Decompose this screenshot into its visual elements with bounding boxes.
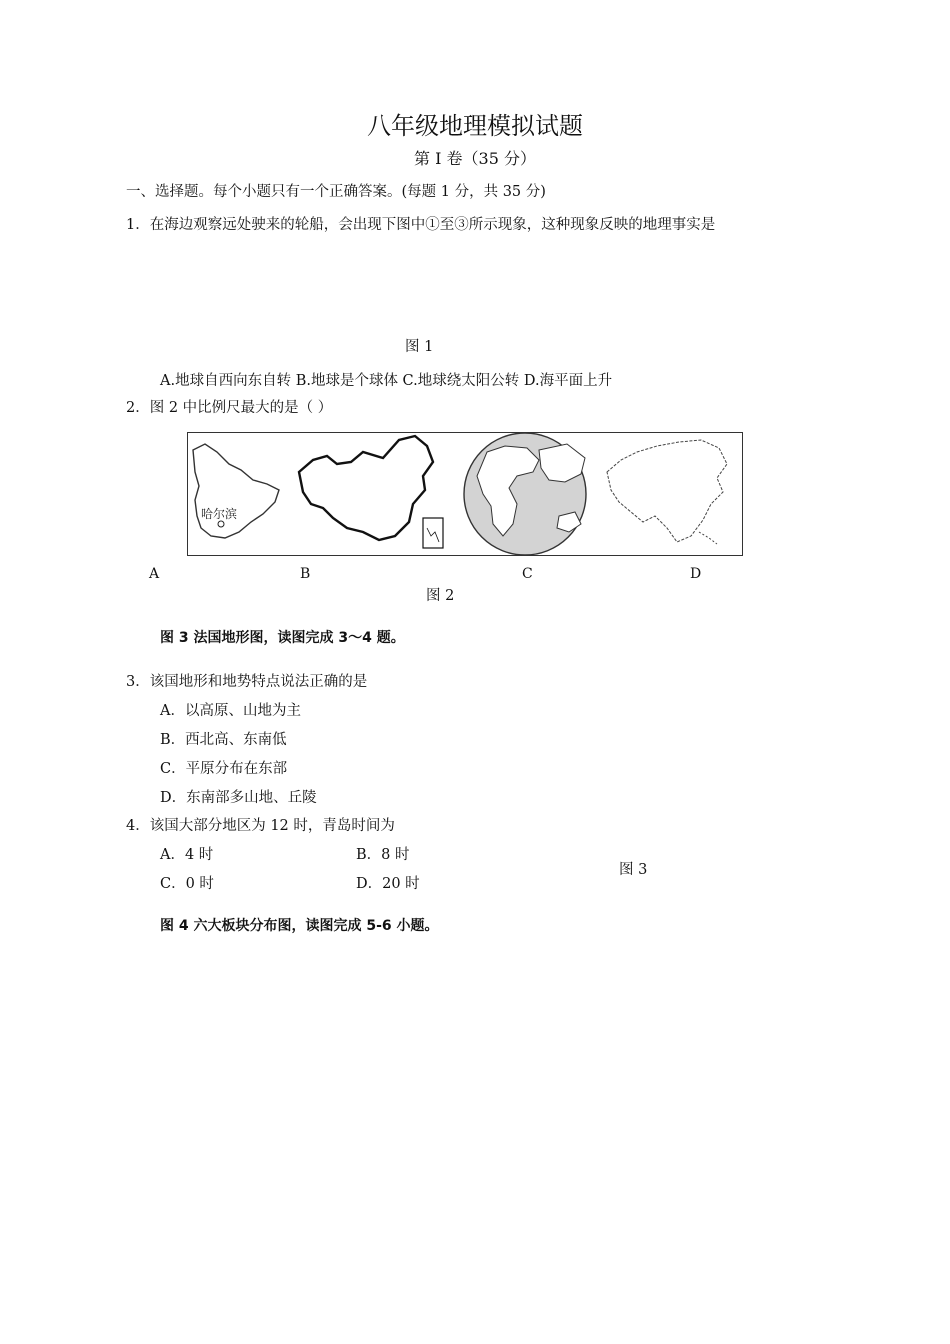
page-title: 八年级地理模拟试题 bbox=[367, 112, 583, 140]
figure-1-caption: 图 1 bbox=[405, 339, 434, 355]
question-2-stem: 2．图 2 中比例尺最大的是（ ） bbox=[126, 400, 333, 416]
map-label-b: B bbox=[300, 566, 311, 582]
page-subtitle: 第 I 卷（35 分） bbox=[414, 149, 536, 168]
question-4-stem: 4．该国大部分地区为 12 时，青岛时间为 bbox=[126, 818, 395, 834]
figure-2-maps bbox=[187, 432, 743, 556]
question-3-option-d: D．东南部多山地、丘陵 bbox=[160, 790, 317, 806]
figure-3-intro: 图 3 法国地形图，读图完成 3～4 题。 bbox=[160, 630, 405, 646]
map-label-d: D bbox=[690, 566, 702, 582]
question-4-option-c: C．0 时 bbox=[160, 876, 214, 892]
question-4-option-b: B．8 时 bbox=[356, 847, 410, 863]
figure-2-caption: 图 2 bbox=[426, 588, 455, 604]
map-label-c: C bbox=[522, 566, 533, 582]
question-4-option-d: D．20 时 bbox=[356, 876, 420, 892]
question-3-option-b: B．西北高、东南低 bbox=[160, 732, 287, 748]
figure-3-caption: 图 3 bbox=[619, 862, 648, 878]
section-heading: 一、选择题。每个小题只有一个正确答案。(每题 1 分，共 35 分) bbox=[126, 184, 546, 200]
figure-4-intro: 图 4 六大板块分布图，读图完成 5-6 小题。 bbox=[160, 918, 439, 934]
question-4-option-a: A．4 时 bbox=[160, 847, 214, 863]
map-label-a: A bbox=[149, 566, 160, 582]
question-1-options: A.地球自西向东自转 B.地球是个球体 C.地球绕太阳公转 D.海平面上升 bbox=[160, 373, 613, 389]
map-a-city-label: 哈尔滨 bbox=[201, 507, 238, 521]
question-3-option-a: A．以高原、山地为主 bbox=[160, 703, 301, 719]
question-3-stem: 3．该国地形和地势特点说法正确的是 bbox=[126, 674, 368, 690]
question-1-stem: 1．在海边观察远处驶来的轮船，会出现下图中①至③所示现象，这种现象反映的地理事实是 bbox=[126, 217, 716, 233]
map-c-globe bbox=[464, 433, 586, 555]
question-3-option-c: C．平原分布在东部 bbox=[160, 761, 288, 777]
